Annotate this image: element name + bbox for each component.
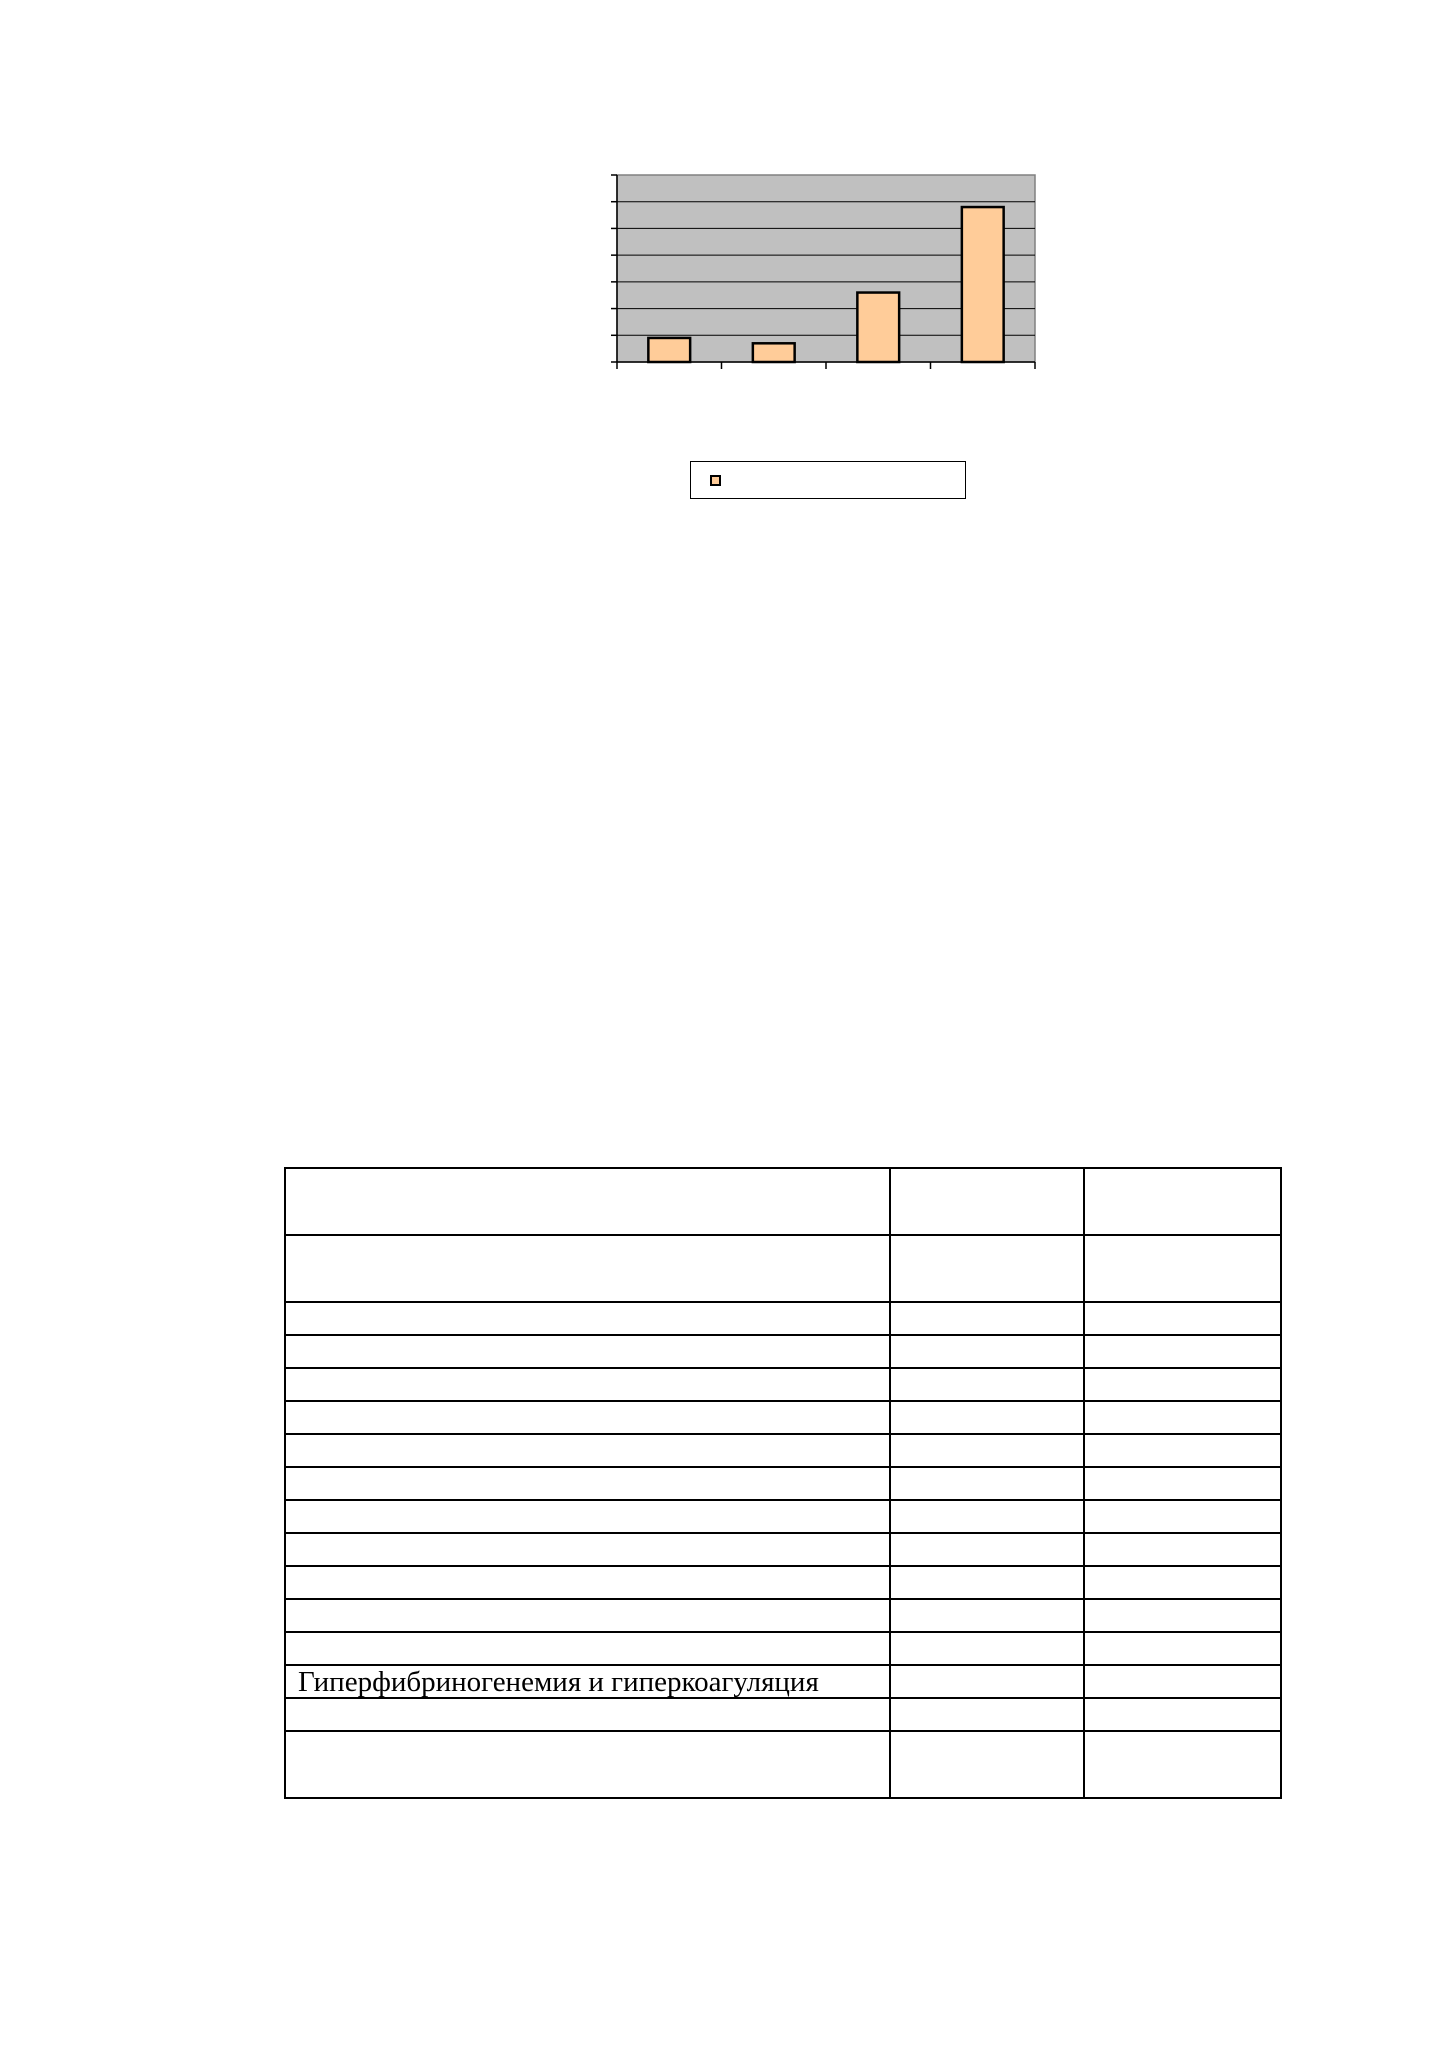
table-cell xyxy=(1084,1731,1281,1798)
table-row xyxy=(285,1500,1281,1533)
table-row xyxy=(285,1335,1281,1368)
table-cell: Гиперфибриногенемия и гиперкоагуляция xyxy=(285,1665,890,1698)
bar xyxy=(648,338,690,362)
table-row xyxy=(285,1302,1281,1335)
table-row xyxy=(285,1566,1281,1599)
data-table xyxy=(284,1167,1282,1799)
table-cell xyxy=(890,1731,1084,1798)
table-row xyxy=(285,1168,1281,1235)
table-row xyxy=(285,1665,1281,1698)
table-cell xyxy=(1084,1235,1281,1302)
table-cell xyxy=(890,1302,1084,1335)
table-cell xyxy=(890,1235,1084,1302)
table-cell xyxy=(890,1335,1084,1368)
table-cell xyxy=(285,1302,890,1335)
table-cell xyxy=(1084,1368,1281,1401)
table-cell xyxy=(1084,1599,1281,1632)
table-cell xyxy=(285,1434,890,1467)
table-cell xyxy=(890,1665,1084,1698)
table-cell xyxy=(1084,1665,1281,1698)
table-cell xyxy=(1084,1632,1281,1665)
table-row xyxy=(285,1434,1281,1467)
table-cell xyxy=(890,1698,1084,1731)
table-cell xyxy=(285,1500,890,1533)
table-row xyxy=(285,1368,1281,1401)
table-cell xyxy=(1084,1500,1281,1533)
table-row xyxy=(285,1599,1281,1632)
table-cell xyxy=(890,1168,1084,1235)
table-cell xyxy=(890,1401,1084,1434)
table-cell xyxy=(285,1335,890,1368)
table-row xyxy=(285,1401,1281,1434)
table-cell xyxy=(1084,1533,1281,1566)
table-cell xyxy=(1084,1467,1281,1500)
bar xyxy=(962,207,1004,362)
table-row xyxy=(285,1533,1281,1566)
table-cell xyxy=(890,1632,1084,1665)
table-row xyxy=(285,1632,1281,1665)
bar xyxy=(753,343,795,362)
table-cell xyxy=(285,1368,890,1401)
table-cell xyxy=(285,1599,890,1632)
table-cell xyxy=(890,1467,1084,1500)
table-cell xyxy=(890,1368,1084,1401)
table-cell xyxy=(1084,1302,1281,1335)
legend-swatch xyxy=(710,475,721,486)
table-row xyxy=(285,1235,1281,1302)
table-cell xyxy=(1084,1401,1281,1434)
table-cell xyxy=(890,1434,1084,1467)
table-cell xyxy=(285,1566,890,1599)
table-cell xyxy=(890,1500,1084,1533)
bar-chart xyxy=(0,0,1449,520)
table-cell xyxy=(285,1533,890,1566)
table-cell xyxy=(285,1731,890,1798)
table-cell xyxy=(890,1599,1084,1632)
table-cell xyxy=(285,1698,890,1731)
table-cell xyxy=(890,1566,1084,1599)
table-cell xyxy=(1084,1335,1281,1368)
table-cell xyxy=(1084,1566,1281,1599)
table-cell xyxy=(285,1467,890,1500)
table-cell xyxy=(1084,1434,1281,1467)
table-row xyxy=(285,1698,1281,1731)
table-cell xyxy=(1084,1698,1281,1731)
table-cell xyxy=(285,1632,890,1665)
table-row xyxy=(285,1731,1281,1798)
chart-legend xyxy=(690,461,966,499)
table-cell xyxy=(285,1401,890,1434)
bar xyxy=(857,293,899,362)
table-cell xyxy=(285,1235,890,1302)
table-cell xyxy=(285,1168,890,1235)
table-cell xyxy=(890,1533,1084,1566)
table-cell xyxy=(1084,1168,1281,1235)
table-row xyxy=(285,1467,1281,1500)
